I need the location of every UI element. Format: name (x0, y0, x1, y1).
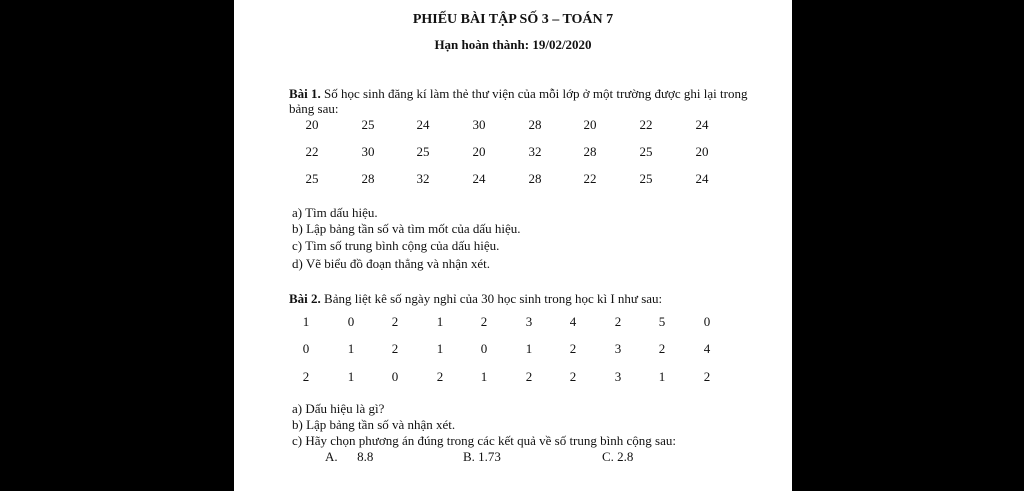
table-cell: 1 (347, 341, 355, 356)
table-cell: 30 (472, 117, 486, 132)
page-title: PHIẾU BÀI TẬP SỐ 3 – TOÁN 7 (412, 12, 614, 27)
table-cell: 25 (416, 144, 430, 159)
table-cell: 0 (302, 341, 310, 356)
table-cell: 2 (480, 314, 488, 329)
table-cell: 20 (583, 117, 597, 132)
table-cell: 0 (703, 314, 711, 329)
bai1-intro (289, 86, 759, 116)
table-cell: 25 (361, 117, 375, 132)
bai1-question: b) Lập bảng tần số và tìm mốt của dấu hiệu. (292, 221, 521, 236)
table-cell: 1 (480, 369, 488, 384)
table-cell: 24 (472, 171, 486, 186)
table-cell: 2 (525, 369, 533, 384)
table-cell: 30 (361, 144, 375, 159)
table-cell: 1 (436, 341, 444, 356)
table-cell: 4 (703, 341, 711, 356)
table-cell: 0 (391, 369, 399, 384)
table-cell: 0 (480, 341, 488, 356)
bai2-intro-text: Bảng liệt kê số ngày nghỉ của 30 học sinh trong học kì I như sau: (320, 291, 663, 306)
table-cell: 22 (583, 171, 597, 186)
table-cell: 28 (528, 171, 542, 186)
bai1-label: Bài 1. (289, 86, 321, 101)
table-cell: 32 (528, 144, 542, 159)
bai1-question: d) Vẽ biểu đồ đoạn thẳng và nhận xét. (292, 256, 490, 271)
table-cell: 22 (305, 144, 319, 159)
table-cell: 1 (302, 314, 310, 329)
table-cell: 28 (361, 171, 375, 186)
bai1-question: c) Tìm số trung bình cộng của dấu hiệu. (292, 238, 500, 253)
table-cell: 24 (416, 117, 430, 132)
table-cell: 28 (583, 144, 597, 159)
bai2-question: b) Lập bảng tần số và nhận xét. (292, 417, 456, 432)
table-cell: 5 (658, 314, 666, 329)
deadline-text: Hạn hoàn thành: 19/02/2020 (434, 37, 592, 52)
table-cell: 2 (569, 341, 577, 356)
table-cell: 1 (436, 314, 444, 329)
table-cell: 2 (302, 369, 310, 384)
bai2-label: Bài 2. (289, 291, 321, 306)
table-cell: 1 (525, 341, 533, 356)
bai1-intro-text: Số học sinh đăng kí làm thẻ thư viện của mỗi lớp ở một trường được ghi lại trong bảng sau: (289, 86, 748, 116)
worksheet-page (234, 0, 792, 491)
table-cell: 20 (305, 117, 319, 132)
table-cell: 25 (639, 171, 653, 186)
table-cell: 28 (528, 117, 542, 132)
table-cell: 2 (436, 369, 444, 384)
table-cell: 20 (695, 144, 709, 159)
table-cell: 1 (658, 369, 666, 384)
table-cell: 2 (391, 341, 399, 356)
table-cell: 3 (614, 341, 622, 356)
table-cell: 24 (695, 117, 709, 132)
table-cell: 25 (305, 171, 319, 186)
table-cell: 32 (416, 171, 430, 186)
table-cell: 24 (695, 171, 709, 186)
table-cell: 1 (347, 369, 355, 384)
option-a: A. 8.8 (325, 449, 374, 464)
table-cell: 4 (569, 314, 577, 329)
bai1-question: a) Tìm dấu hiệu. (292, 205, 378, 220)
table-cell: 20 (472, 144, 486, 159)
table-cell: 2 (614, 314, 622, 329)
table-cell: 3 (525, 314, 533, 329)
table-cell: 2 (569, 369, 577, 384)
option-c: C. 2.8 (602, 449, 634, 464)
table-cell: 3 (614, 369, 622, 384)
bai2-question: c) Hãy chọn phương án đúng trong các kết quả về số trung bình cộng sau: (292, 433, 676, 448)
option-b: B. 1.73 (463, 449, 501, 464)
table-cell: 2 (391, 314, 399, 329)
table-cell: 2 (658, 341, 666, 356)
table-cell: 2 (703, 369, 711, 384)
table-cell: 22 (639, 117, 653, 132)
bai2-question: a) Dấu hiệu là gì? (292, 401, 385, 416)
bai2-intro (289, 291, 759, 306)
table-cell: 25 (639, 144, 653, 159)
table-cell: 0 (347, 314, 355, 329)
